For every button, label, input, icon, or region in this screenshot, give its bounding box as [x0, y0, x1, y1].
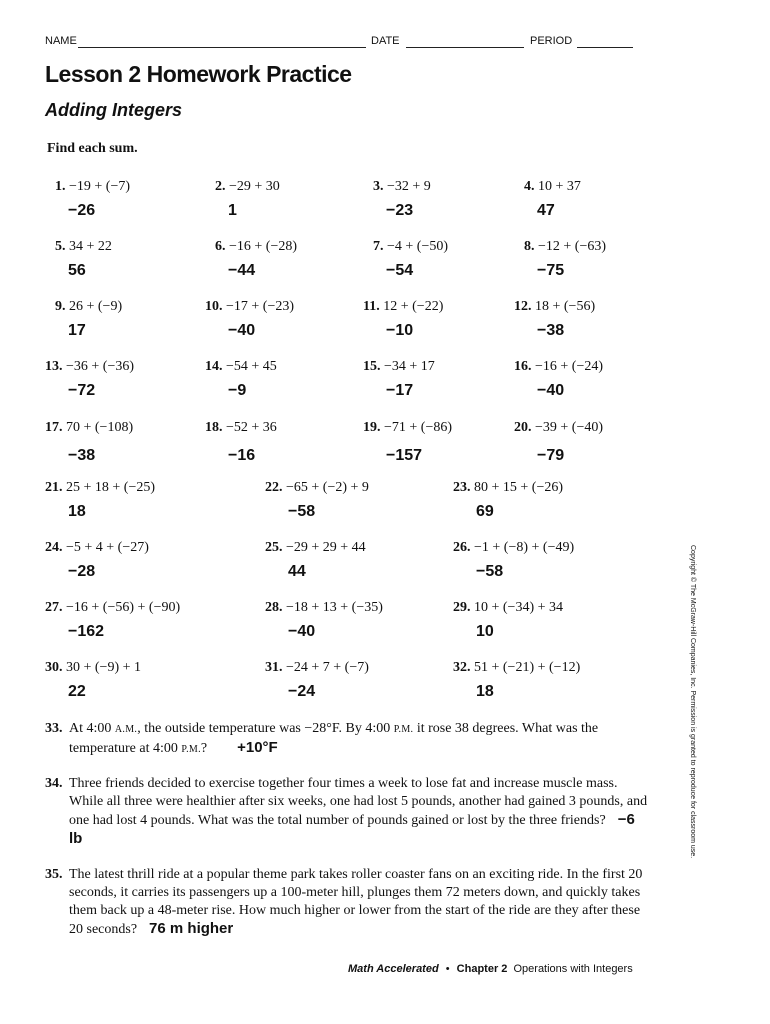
problem-31 [265, 660, 369, 676]
word-problem-34 [45, 775, 650, 849]
problem-23 [453, 480, 563, 496]
answer-2: 1 [228, 202, 237, 219]
problem-number: 3. [373, 179, 387, 194]
problem-expression: 51 + (−21) + (−12) [474, 660, 581, 675]
problem-number: 15. [363, 359, 384, 374]
answer-4: 47 [537, 202, 555, 219]
name-field-line[interactable] [78, 47, 366, 48]
problem-number: 2. [215, 179, 229, 194]
problem-10 [205, 299, 294, 315]
problem-number: 13. [45, 359, 66, 374]
answer-8: −75 [537, 262, 565, 279]
problem-expression: 30 + (−9) + 1 [66, 660, 142, 675]
pm-label: P.M. [181, 744, 201, 755]
name-label: NAME [45, 35, 77, 47]
answer-9: 17 [68, 322, 86, 339]
answer-17: −38 [68, 447, 96, 464]
problem-28 [265, 600, 383, 616]
footer-chapter-title: Operations with Integers [513, 963, 633, 975]
problem-number: 31. [265, 660, 286, 675]
problem-expression: −5 + 4 + (−27) [66, 540, 149, 555]
answer-28: −40 [288, 623, 316, 640]
answer-32: 18 [476, 683, 494, 700]
problem-expression: 80 + 15 + (−26) [474, 480, 564, 495]
problem-expression: 70 + (−108) [66, 420, 134, 435]
problem-expression: −65 + (−2) + 9 [286, 480, 369, 495]
problem-13 [45, 359, 134, 375]
answer-20: −79 [537, 447, 565, 464]
problem-number: 32. [453, 660, 474, 675]
problem-1 [55, 179, 130, 195]
problem-25 [265, 540, 366, 556]
problem-number: 25. [265, 540, 286, 555]
problem-text: ? [200, 741, 208, 756]
answer-6: −44 [228, 262, 256, 279]
problem-22 [265, 480, 369, 496]
problem-expression: 10 + 37 [538, 179, 581, 194]
problem-12 [514, 299, 595, 315]
problem-expression: −32 + 9 [387, 179, 431, 194]
footer-chapter: Chapter 2 [456, 963, 508, 975]
problem-number: 22. [265, 480, 286, 495]
problem-24 [45, 540, 149, 556]
problem-29 [453, 600, 563, 616]
problem-14 [205, 359, 277, 375]
problem-expression: −39 + (−40) [535, 420, 604, 435]
date-field-line[interactable] [406, 47, 524, 48]
answer-27: −162 [68, 623, 105, 640]
problem-expression: −36 + (−36) [66, 359, 135, 374]
problem-number: 6. [215, 239, 229, 254]
problem-5 [55, 239, 112, 255]
page-footer [348, 963, 633, 975]
problem-8 [524, 239, 606, 255]
problem-9 [55, 299, 122, 315]
problem-number: 24. [45, 540, 66, 555]
problem-number: 21. [45, 480, 66, 495]
problem-3 [373, 179, 431, 195]
problem-text: , the outside temperature was −28°F. By 4:00 [137, 721, 394, 736]
problem-expression: −17 + (−23) [226, 299, 295, 314]
problem-expression: −34 + 17 [384, 359, 435, 374]
problem-expression: 18 + (−56) [535, 299, 596, 314]
problem-17 [45, 420, 133, 436]
answer-10: −40 [228, 322, 256, 339]
answer-22: −58 [288, 503, 316, 520]
answer-12: −38 [537, 322, 565, 339]
problem-number: 4. [524, 179, 538, 194]
problem-number: 10. [205, 299, 226, 314]
problem-16 [514, 359, 603, 375]
date-label: DATE [371, 35, 400, 47]
answer-31: −24 [288, 683, 316, 700]
answer: 76 m higher [149, 920, 234, 937]
problem-text: it rose 38 degrees. What was the temperature at 4:00 [69, 721, 599, 756]
answer: −6 lb [69, 811, 635, 847]
word-problem-33 [45, 720, 650, 759]
problem-expression: 25 + 18 + (−25) [66, 480, 156, 495]
answer-14: −9 [228, 382, 247, 399]
problem-number: 5. [55, 239, 69, 254]
problem-number: 16. [514, 359, 535, 374]
am-label: A.M. [114, 724, 138, 735]
problem-expression: 26 + (−9) [69, 299, 123, 314]
problem-expression: −4 + (−50) [387, 239, 449, 254]
problem-expression: −29 + 30 [229, 179, 280, 194]
copyright-text: Copyright © The McGraw-Hill Companies, Inc. Permission is granted to reproduce for classroom use. [689, 545, 696, 859]
problem-text: The latest thrill ride at a popular theme park takes roller coaster fans on an exciting ride. In the first 20 seconds, it carries its passengers up a 100-meter hill, plunges them 72 meters down, and quickly takes them back up a 48-meter rise. How much higher or lower from the start of the ride are they after these 20 seconds? [69, 867, 643, 937]
answer-7: −54 [386, 262, 414, 279]
footer-separator: • [445, 963, 450, 975]
problem-number: 9. [55, 299, 69, 314]
problem-expression: −16 + (−56) + (−90) [66, 600, 181, 615]
copyright-sidebar [686, 545, 696, 885]
answer-19: −157 [386, 447, 423, 464]
problem-expression: −29 + 29 + 44 [286, 540, 366, 555]
page-subtitle: Adding Integers [45, 100, 183, 120]
problem-18 [205, 420, 277, 436]
answer-26: −58 [476, 563, 504, 580]
problem-number: 11. [363, 299, 384, 314]
answer-13: −72 [68, 382, 96, 399]
problem-32 [453, 660, 580, 676]
problem-number: 19. [363, 420, 384, 435]
problem-number: 1. [55, 179, 69, 194]
answer-23: 69 [476, 503, 494, 520]
problem-expression: −52 + 36 [226, 420, 277, 435]
problem-26 [453, 540, 574, 556]
answer-15: −17 [386, 382, 414, 399]
problem-7 [373, 239, 448, 255]
problem-number: 28. [265, 600, 286, 615]
problem-number: 26. [453, 540, 474, 555]
footer-course: Math Accelerated [348, 963, 439, 975]
problem-number: 27. [45, 600, 66, 615]
pm-label: P.M. [393, 724, 414, 735]
problem-expression: −12 + (−63) [538, 239, 607, 254]
problem-text: At 4:00 [69, 721, 115, 736]
answer-25: 44 [288, 563, 306, 580]
problem-2 [215, 179, 280, 195]
problem-expression: −24 + 7 + (−7) [286, 660, 369, 675]
word-problem-35 [45, 866, 650, 939]
problem-expression: 34 + 22 [69, 239, 112, 254]
problem-4 [524, 179, 581, 195]
problem-expression: −19 + (−7) [69, 179, 131, 194]
problem-number: 14. [205, 359, 226, 374]
instructions: Find each sum. [47, 141, 138, 156]
problem-11 [363, 299, 443, 315]
problem-expression: −18 + 13 + (−35) [286, 600, 383, 615]
problem-number: 12. [514, 299, 535, 314]
answer-16: −40 [537, 382, 565, 399]
answer-3: −23 [386, 202, 414, 219]
problem-expression: 12 + (−22) [383, 299, 444, 314]
answer-18: −16 [228, 447, 256, 464]
problem-number: 34. [45, 776, 63, 791]
problem-6 [215, 239, 297, 255]
problem-number: 8. [524, 239, 538, 254]
problem-number: 29. [453, 600, 474, 615]
problem-number: 35. [45, 867, 63, 882]
problem-expression: −16 + (−28) [229, 239, 298, 254]
period-label: PERIOD [530, 35, 573, 47]
problem-15 [363, 359, 435, 375]
answer-5: 56 [68, 262, 86, 279]
problem-number: 23. [453, 480, 474, 495]
period-field-line[interactable] [577, 47, 633, 48]
problem-19 [363, 420, 452, 436]
problem-number: 33. [45, 721, 63, 736]
problem-expression: −1 + (−8) + (−49) [474, 540, 575, 555]
problem-number: 30. [45, 660, 66, 675]
answer-21: 18 [68, 503, 86, 520]
problem-number: 17. [45, 420, 66, 435]
problem-number: 18. [205, 420, 226, 435]
problem-expression: 10 + (−34) + 34 [474, 600, 564, 615]
problem-expression: −16 + (−24) [535, 359, 604, 374]
answer-1: −26 [68, 202, 96, 219]
answer-29: 10 [476, 623, 494, 640]
page-title: Lesson 2 Homework Practice [45, 61, 352, 87]
problem-27 [45, 600, 180, 616]
problem-number: 20. [514, 420, 535, 435]
answer-30: 22 [68, 683, 86, 700]
problem-21 [45, 480, 155, 496]
answer: +10°F [237, 739, 278, 756]
problem-number: 7. [373, 239, 387, 254]
answer-24: −28 [68, 563, 96, 580]
problem-expression: −54 + 45 [226, 359, 277, 374]
problem-text: Three friends decided to exercise together four times a week to lose fat and increase muscle mass. While all three were healthier after six weeks, one had lost 5 pounds, another had gained 3 pounds, and one had lost 4 pounds. What was the total number of pounds gained or lost by the three friends? [69, 776, 648, 828]
answer-11: −10 [386, 322, 414, 339]
problem-30 [45, 660, 141, 676]
problem-expression: −71 + (−86) [384, 420, 453, 435]
problem-20 [514, 420, 603, 436]
